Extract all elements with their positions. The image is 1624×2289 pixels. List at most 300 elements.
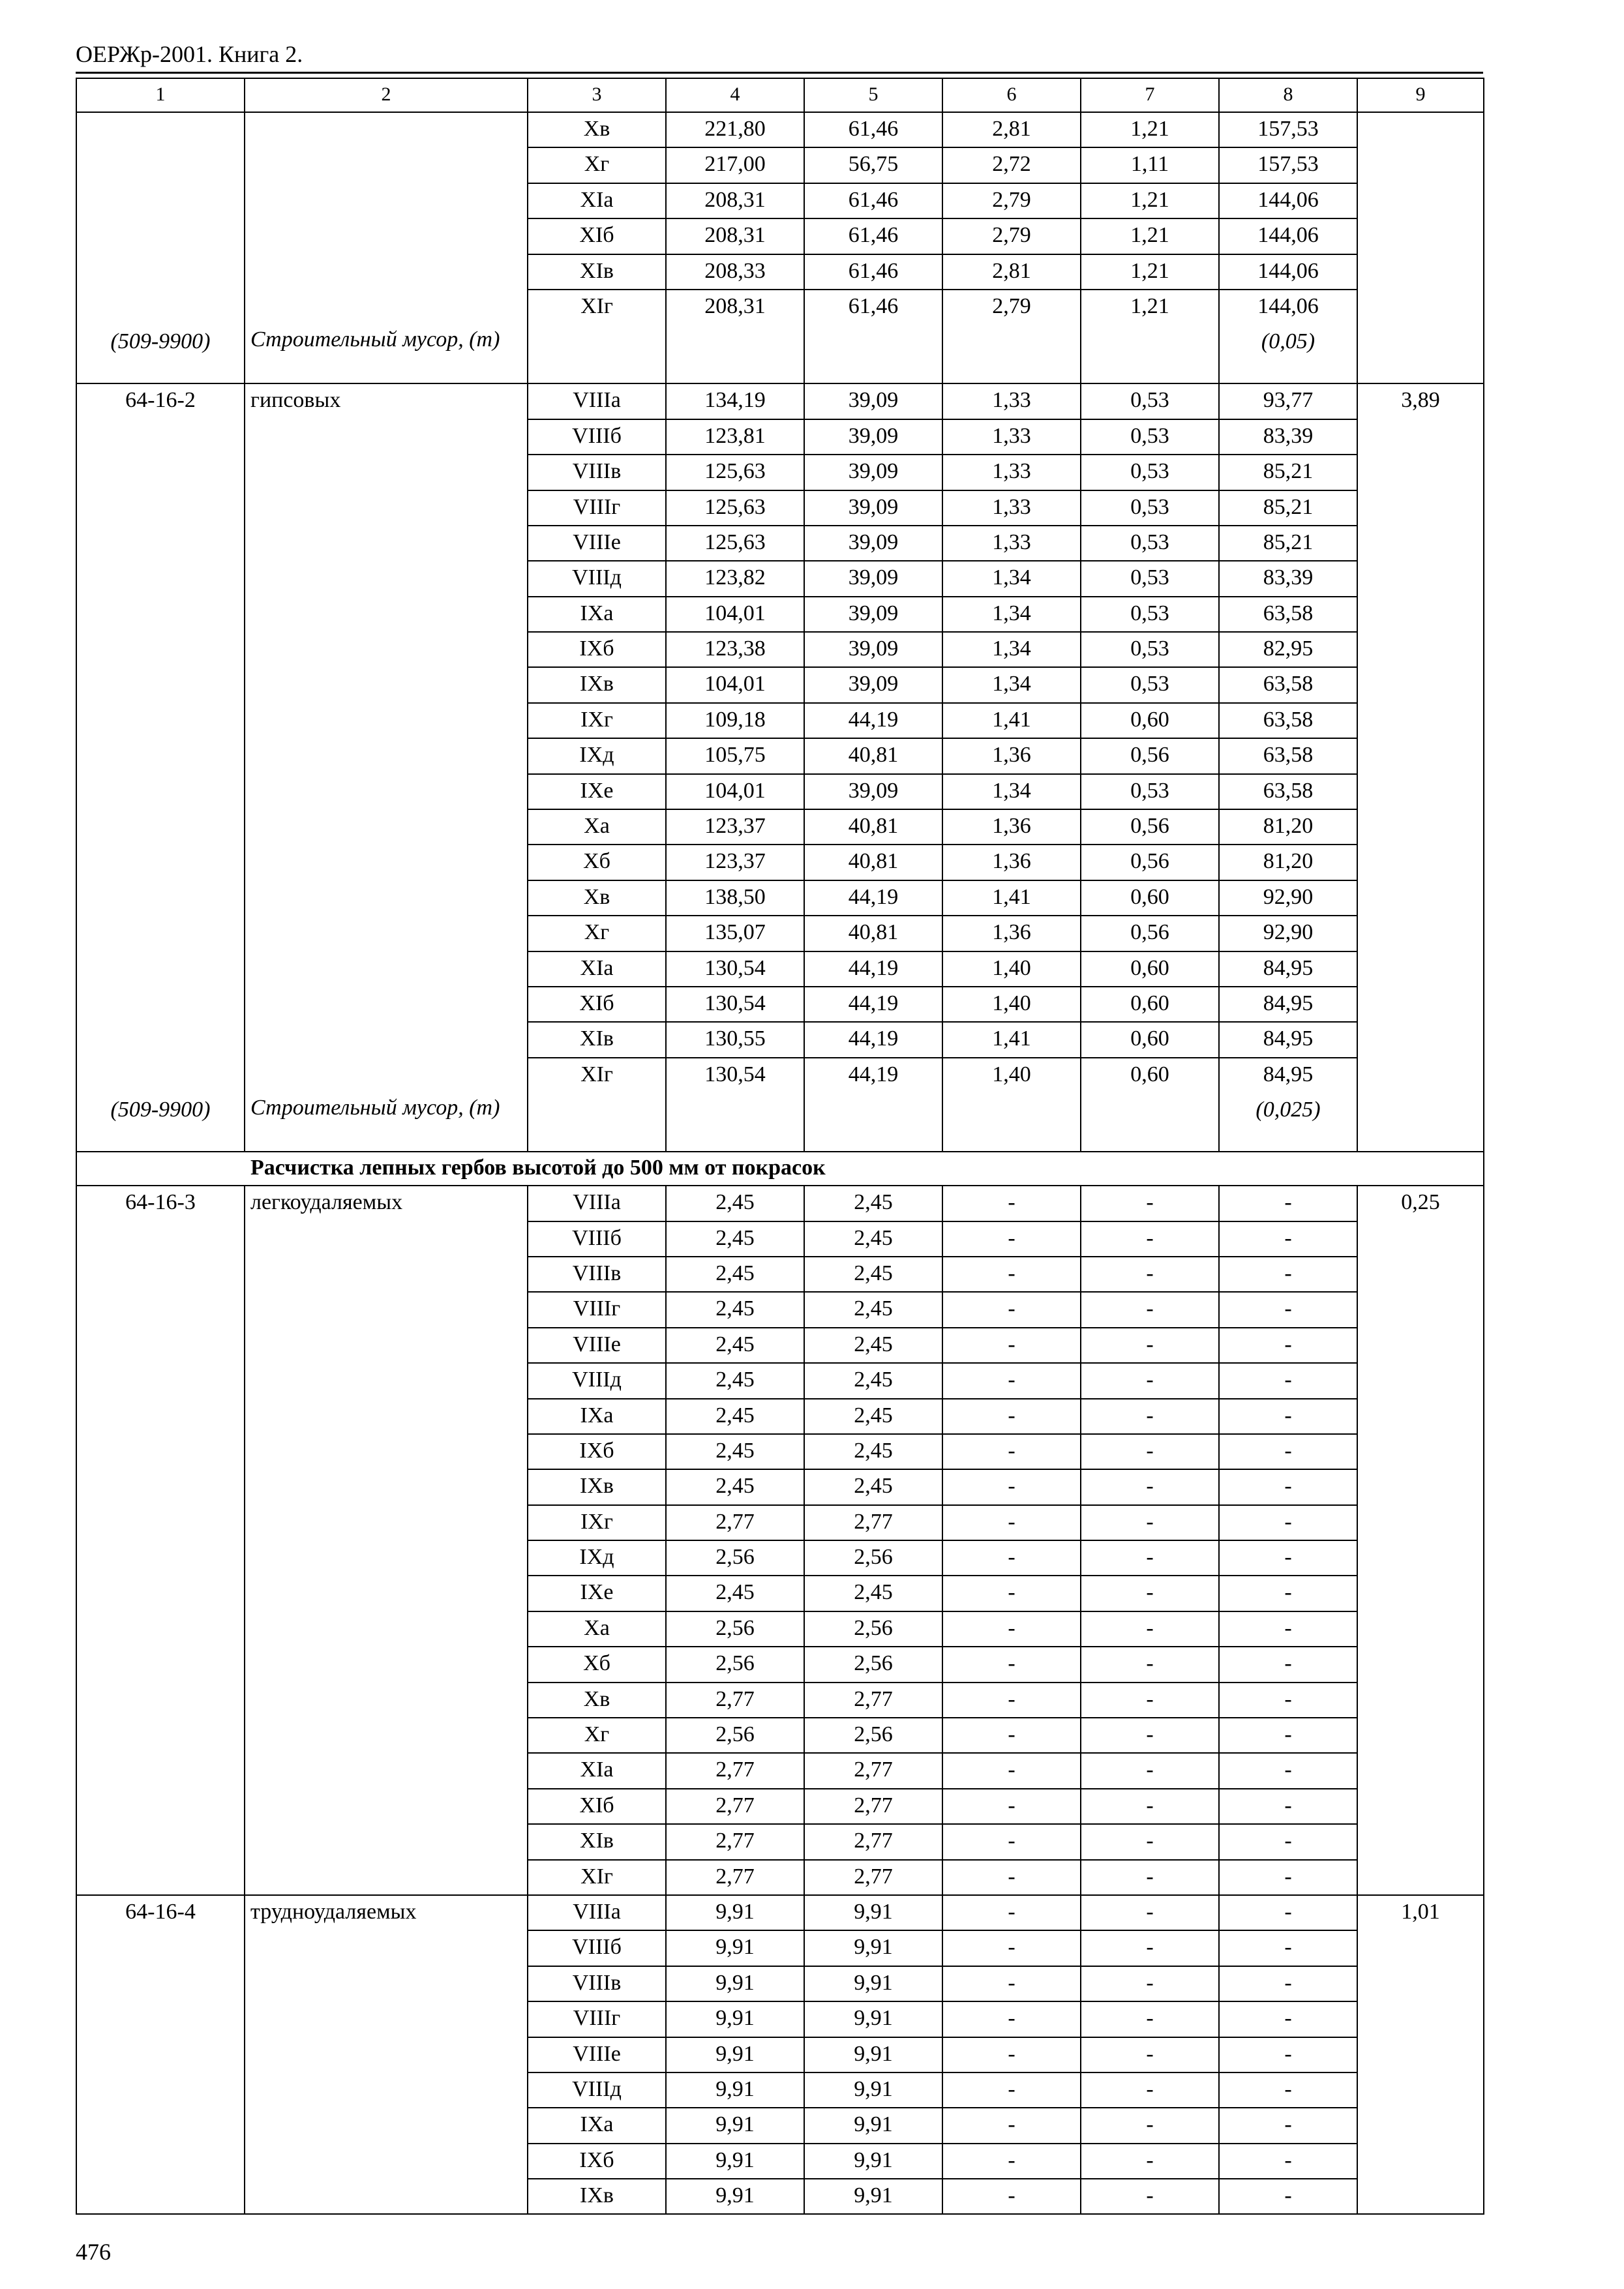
machines-cell: 1,33 <box>942 490 1081 526</box>
labor-cost-cell: 1,01 <box>1357 1895 1484 1930</box>
wages-cell: 44,19 <box>804 703 942 738</box>
wages-cell: 2,77 <box>804 1860 942 1895</box>
machinist-wages-cell: 0,53 <box>1081 419 1219 455</box>
machines-cell: 1,41 <box>942 703 1081 738</box>
region-zone-cell: Xв <box>528 1683 666 1718</box>
machines-cell: 1,33 <box>942 383 1081 419</box>
column-number-cell: 4 <box>666 78 804 112</box>
machinist-wages-cell: - <box>1081 1824 1219 1859</box>
empty-cell <box>804 324 942 383</box>
total-cost-cell: 2,77 <box>666 1789 804 1824</box>
work-name-cell <box>245 1292 528 1327</box>
labor-cost-cell <box>1357 490 1484 526</box>
work-name-cell <box>245 526 528 561</box>
materials-cell: - <box>1219 1683 1357 1718</box>
labor-cost-cell <box>1357 2001 1484 2037</box>
wages-cell: 39,09 <box>804 632 942 667</box>
machinist-wages-cell: 1,21 <box>1081 218 1219 254</box>
wages-cell: 2,77 <box>804 1683 942 1718</box>
rate-code-cell <box>76 667 245 702</box>
machinist-wages-cell: - <box>1081 1399 1219 1434</box>
labor-cost-cell <box>1357 1328 1484 1363</box>
table-row <box>76 1611 1484 1647</box>
region-zone-cell: Xб <box>528 845 666 880</box>
region-zone-cell: IXб <box>528 1434 666 1469</box>
rate-code-cell <box>76 597 245 632</box>
region-zone-cell: IXв <box>528 2179 666 2214</box>
table-row <box>76 738 1484 773</box>
work-name-cell <box>245 1824 528 1859</box>
empty-cell <box>1357 1092 1484 1152</box>
materials-cell: - <box>1219 1505 1357 1540</box>
work-name-cell <box>245 597 528 632</box>
labor-cost-cell <box>1357 1505 1484 1540</box>
machinist-wages-cell: 0,60 <box>1081 987 1219 1022</box>
wages-cell: 44,19 <box>804 880 942 916</box>
labor-cost-cell <box>1357 632 1484 667</box>
region-zone-cell: VIIIе <box>528 1328 666 1363</box>
labor-cost-cell <box>1357 1611 1484 1647</box>
region-zone-cell: IXб <box>528 632 666 667</box>
work-name-cell <box>245 667 528 702</box>
machines-cell: - <box>942 1363 1081 1398</box>
table-row <box>76 1753 1484 1788</box>
machinist-wages-cell: - <box>1081 1363 1219 1398</box>
region-zone-cell: VIIIб <box>528 1930 666 1966</box>
region-zone-cell: XIб <box>528 218 666 254</box>
labor-cost-cell <box>1357 1718 1484 1753</box>
machines-cell: - <box>942 1292 1081 1327</box>
total-cost-cell: 9,91 <box>666 1930 804 1966</box>
machinist-wages-cell: - <box>1081 1895 1219 1930</box>
wages-cell: 44,19 <box>804 1058 942 1092</box>
page-number: 476 <box>76 2239 111 2265</box>
machinist-wages-cell: 1,11 <box>1081 147 1219 183</box>
machines-cell: - <box>942 1469 1081 1504</box>
table-row <box>76 951 1484 987</box>
machinist-wages-cell: 0,53 <box>1081 667 1219 702</box>
table-row <box>76 1930 1484 1966</box>
rate-code-cell: 64-16-4 <box>76 1895 245 1930</box>
rate-code-cell <box>76 1292 245 1327</box>
materials-cell: - <box>1219 1434 1357 1469</box>
work-name-cell <box>245 1022 528 1057</box>
labor-cost-cell <box>1357 774 1484 809</box>
work-name-cell <box>245 845 528 880</box>
labor-cost-cell <box>1357 845 1484 880</box>
wages-cell: 39,09 <box>804 774 942 809</box>
machinist-wages-cell: - <box>1081 1186 1219 1221</box>
rate-code-cell <box>76 2144 245 2179</box>
labor-cost-cell <box>1357 667 1484 702</box>
table-row <box>76 1399 1484 1434</box>
materials-cell: - <box>1219 2072 1357 2108</box>
materials-cell: 93,77 <box>1219 383 1357 419</box>
rate-code-cell <box>76 1328 245 1363</box>
labor-cost-cell <box>1357 1022 1484 1057</box>
work-name-cell <box>245 1540 528 1576</box>
machinist-wages-cell: - <box>1081 2144 1219 2179</box>
region-zone-cell: VIIIб <box>528 419 666 455</box>
machines-cell: - <box>942 1860 1081 1895</box>
region-zone-cell: VIIIд <box>528 561 666 596</box>
region-zone-cell: IXв <box>528 1469 666 1504</box>
wages-cell: 9,91 <box>804 2179 942 2214</box>
wages-cell: 40,81 <box>804 916 942 951</box>
waste-value: (0,05) <box>1261 329 1316 354</box>
region-zone-cell: XIг <box>528 1058 666 1092</box>
table-row <box>76 1058 1484 1092</box>
total-cost-cell: 125,63 <box>666 490 804 526</box>
machines-cell: 1,34 <box>942 632 1081 667</box>
labor-cost-cell <box>1357 703 1484 738</box>
region-zone-cell: VIIIг <box>528 490 666 526</box>
total-cost-cell: 2,56 <box>666 1611 804 1647</box>
work-name-cell <box>245 2037 528 2072</box>
rate-code-cell <box>76 1647 245 1682</box>
machines-cell: 2,81 <box>942 254 1081 290</box>
total-cost-cell: 9,91 <box>666 2108 804 2143</box>
materials-cell: 84,95 <box>1219 1022 1357 1057</box>
machinist-wages-cell: 0,60 <box>1081 880 1219 916</box>
total-cost-cell: 123,81 <box>666 419 804 455</box>
work-name-cell <box>245 112 528 147</box>
rate-code-cell <box>76 112 245 147</box>
region-zone-cell: IXг <box>528 1505 666 1540</box>
wages-cell: 40,81 <box>804 738 942 773</box>
wages-cell: 40,81 <box>804 809 942 845</box>
machines-cell: 1,36 <box>942 845 1081 880</box>
machines-cell: - <box>942 1576 1081 1611</box>
materials-cell: 92,90 <box>1219 880 1357 916</box>
rate-code-cell <box>76 526 245 561</box>
materials-cell: 63,58 <box>1219 703 1357 738</box>
labor-cost-cell <box>1357 1930 1484 1966</box>
rate-code-cell <box>76 1540 245 1576</box>
work-name-cell <box>245 2144 528 2179</box>
work-name-cell <box>245 1753 528 1788</box>
materials-cell: 63,58 <box>1219 774 1357 809</box>
total-cost-cell: 2,77 <box>666 1824 804 1859</box>
machinist-wages-cell: 1,21 <box>1081 183 1219 218</box>
machines-cell: - <box>942 1505 1081 1540</box>
total-cost-cell: 123,37 <box>666 809 804 845</box>
materials-cell: 157,53 <box>1219 147 1357 183</box>
wages-cell: 61,46 <box>804 254 942 290</box>
labor-cost-cell <box>1357 951 1484 987</box>
materials-cell: - <box>1219 1718 1357 1753</box>
machinist-wages-cell: - <box>1081 1221 1219 1257</box>
materials-cell: - <box>1219 1824 1357 1859</box>
rate-code-cell <box>76 1789 245 1824</box>
work-name-cell <box>245 254 528 290</box>
total-cost-cell: 105,75 <box>666 738 804 773</box>
labor-cost-cell <box>1357 1399 1484 1434</box>
region-zone-cell: IXа <box>528 1399 666 1434</box>
table-row <box>76 2001 1484 2037</box>
rate-code-cell <box>76 809 245 845</box>
total-cost-cell: 9,91 <box>666 1895 804 1930</box>
labor-cost-cell <box>1357 1434 1484 1469</box>
work-name-cell <box>245 419 528 455</box>
work-name-cell <box>245 1328 528 1363</box>
labor-cost-cell <box>1357 809 1484 845</box>
machines-cell: 1,34 <box>942 667 1081 702</box>
total-cost-cell: 130,55 <box>666 1022 804 1057</box>
rate-code-cell <box>76 1611 245 1647</box>
rate-code-cell <box>76 1434 245 1469</box>
materials-cell: - <box>1219 1469 1357 1504</box>
table-row <box>76 809 1484 845</box>
wages-cell: 2,45 <box>804 1576 942 1611</box>
total-cost-cell: 2,77 <box>666 1860 804 1895</box>
rate-code-cell <box>76 774 245 809</box>
machinist-wages-cell: - <box>1081 2037 1219 2072</box>
machinist-wages-cell: 0,56 <box>1081 916 1219 951</box>
total-cost-cell: 123,38 <box>666 632 804 667</box>
rate-code-cell <box>76 738 245 773</box>
machines-cell: 1,33 <box>942 455 1081 490</box>
wages-cell: 44,19 <box>804 1022 942 1057</box>
table-row <box>76 2108 1484 2143</box>
materials-cell: - <box>1219 1292 1357 1327</box>
total-cost-cell: 2,45 <box>666 1434 804 1469</box>
machines-cell: 1,33 <box>942 526 1081 561</box>
table-row <box>76 526 1484 561</box>
machines-cell: 2,72 <box>942 147 1081 183</box>
table-row <box>76 455 1484 490</box>
wages-cell: 61,46 <box>804 183 942 218</box>
waste-label: Строительный мусор, (т) <box>250 1096 500 1120</box>
total-cost-cell: 2,77 <box>666 1753 804 1788</box>
machinist-wages-cell: - <box>1081 2179 1219 2214</box>
wages-cell: 39,09 <box>804 526 942 561</box>
wages-cell: 44,19 <box>804 951 942 987</box>
wages-cell: 61,46 <box>804 290 942 324</box>
wages-cell: 2,56 <box>804 1540 942 1576</box>
labor-cost-cell <box>1357 916 1484 951</box>
machines-cell: 1,40 <box>942 951 1081 987</box>
region-zone-cell: Xг <box>528 147 666 183</box>
machines-cell: - <box>942 1789 1081 1824</box>
machinist-wages-cell: - <box>1081 1647 1219 1682</box>
region-zone-cell: IXе <box>528 1576 666 1611</box>
wages-cell: 9,91 <box>804 2037 942 2072</box>
labor-cost-cell: 0,25 <box>1357 1186 1484 1221</box>
table-row <box>76 845 1484 880</box>
labor-cost-cell <box>1357 526 1484 561</box>
total-cost-cell: 123,82 <box>666 561 804 596</box>
total-cost-cell: 104,01 <box>666 597 804 632</box>
waste-label-cell <box>245 324 528 383</box>
machines-cell: - <box>942 1683 1081 1718</box>
wages-cell: 9,91 <box>804 2001 942 2037</box>
machinist-wages-cell: 1,21 <box>1081 254 1219 290</box>
empty-cell <box>1081 1092 1219 1152</box>
table-row <box>76 1895 1484 1930</box>
machines-cell: 1,34 <box>942 561 1081 596</box>
total-cost-cell: 2,56 <box>666 1718 804 1753</box>
rate-code-cell <box>76 1058 245 1092</box>
header-rule <box>76 72 1483 74</box>
work-name-cell <box>245 1611 528 1647</box>
region-zone-cell: Xв <box>528 880 666 916</box>
wages-cell: 9,91 <box>804 2108 942 2143</box>
machinist-wages-cell: 0,60 <box>1081 1058 1219 1092</box>
region-zone-cell: VIIIд <box>528 1363 666 1398</box>
materials-cell: - <box>1219 1363 1357 1398</box>
wages-cell: 2,45 <box>804 1363 942 1398</box>
work-name-cell <box>245 1789 528 1824</box>
materials-cell: - <box>1219 1789 1357 1824</box>
region-zone-cell: IXд <box>528 738 666 773</box>
work-name-cell <box>245 290 528 324</box>
labor-cost-cell <box>1357 1540 1484 1576</box>
rate-code-cell <box>76 419 245 455</box>
machinist-wages-cell: - <box>1081 1966 1219 2001</box>
waste-value-cell <box>1219 1092 1357 1152</box>
machines-cell: - <box>942 1930 1081 1966</box>
work-name-cell <box>245 218 528 254</box>
total-cost-cell: 208,31 <box>666 183 804 218</box>
work-name-cell <box>245 1257 528 1292</box>
labor-cost-cell <box>1357 561 1484 596</box>
region-zone-cell: VIIIе <box>528 526 666 561</box>
materials-cell: - <box>1219 1753 1357 1788</box>
machinist-wages-cell: 0,56 <box>1081 809 1219 845</box>
region-zone-cell: Xв <box>528 112 666 147</box>
wages-cell: 40,81 <box>804 845 942 880</box>
total-cost-cell: 2,56 <box>666 1647 804 1682</box>
materials-cell: 82,95 <box>1219 632 1357 667</box>
region-zone-cell: XIб <box>528 1789 666 1824</box>
table-row <box>76 1363 1484 1398</box>
rate-code-cell <box>76 254 245 290</box>
machinist-wages-cell: - <box>1081 1753 1219 1788</box>
total-cost-cell: 135,07 <box>666 916 804 951</box>
materials-cell: 63,58 <box>1219 738 1357 773</box>
rate-code-cell <box>76 1860 245 1895</box>
region-zone-cell: VIIIд <box>528 2072 666 2108</box>
wages-cell: 2,77 <box>804 1753 942 1788</box>
machinist-wages-cell: 0,53 <box>1081 383 1219 419</box>
table-row <box>76 1683 1484 1718</box>
machinist-wages-cell: 0,60 <box>1081 703 1219 738</box>
materials-cell: 63,58 <box>1219 667 1357 702</box>
machinist-wages-cell: - <box>1081 1469 1219 1504</box>
rate-code-cell <box>76 1505 245 1540</box>
total-cost-cell: 221,80 <box>666 112 804 147</box>
materials-cell: - <box>1219 1186 1357 1221</box>
materials-cell: 144,06 <box>1219 183 1357 218</box>
machines-cell: 1,41 <box>942 1022 1081 1057</box>
machines-cell: 2,81 <box>942 112 1081 147</box>
rate-code-cell <box>76 1824 245 1859</box>
wages-cell: 61,46 <box>804 112 942 147</box>
rate-code-cell <box>76 703 245 738</box>
total-cost-cell: 9,91 <box>666 2179 804 2214</box>
total-cost-cell: 2,45 <box>666 1257 804 1292</box>
table-row <box>76 2072 1484 2108</box>
materials-cell: - <box>1219 1611 1357 1647</box>
wages-cell: 2,45 <box>804 1257 942 1292</box>
machinist-wages-cell: 0,53 <box>1081 561 1219 596</box>
total-cost-cell: 9,91 <box>666 2144 804 2179</box>
region-zone-cell: XIв <box>528 254 666 290</box>
machinist-wages-cell: - <box>1081 1718 1219 1753</box>
region-zone-cell: Xг <box>528 1718 666 1753</box>
region-zone-cell: Xб <box>528 1647 666 1682</box>
table-row <box>76 147 1484 183</box>
region-zone-cell: IXг <box>528 703 666 738</box>
materials-cell: - <box>1219 1257 1357 1292</box>
machinist-wages-cell: 0,56 <box>1081 845 1219 880</box>
table-row <box>76 1022 1484 1057</box>
machines-cell: 1,41 <box>942 880 1081 916</box>
labor-cost-cell <box>1357 738 1484 773</box>
rate-code-cell <box>76 1363 245 1398</box>
materials-cell: - <box>1219 1399 1357 1434</box>
labor-cost-cell <box>1357 1753 1484 1788</box>
region-zone-cell: VIIIв <box>528 1966 666 2001</box>
total-cost-cell: 138,50 <box>666 880 804 916</box>
table-row <box>76 490 1484 526</box>
column-number-cell: 3 <box>528 78 666 112</box>
region-zone-cell: VIIIе <box>528 2037 666 2072</box>
table-row <box>76 218 1484 254</box>
labor-cost-cell <box>1357 880 1484 916</box>
work-name-cell <box>245 809 528 845</box>
total-cost-cell: 125,63 <box>666 526 804 561</box>
region-zone-cell: IXд <box>528 1540 666 1576</box>
column-number-row <box>76 78 1484 112</box>
machines-cell: - <box>942 2179 1081 2214</box>
work-name-cell: трудноудаляемых <box>245 1895 528 1930</box>
labor-cost-cell <box>1357 419 1484 455</box>
labor-cost-cell <box>1357 254 1484 290</box>
rate-code-cell <box>76 455 245 490</box>
total-cost-cell: 130,54 <box>666 987 804 1022</box>
empty-cell <box>528 324 666 383</box>
work-name-cell <box>245 561 528 596</box>
machines-cell: - <box>942 1434 1081 1469</box>
machinist-wages-cell: 0,53 <box>1081 455 1219 490</box>
rate-code-cell <box>76 1022 245 1057</box>
machines-cell: - <box>942 1753 1081 1788</box>
total-cost-cell: 2,45 <box>666 1221 804 1257</box>
work-name-cell <box>245 632 528 667</box>
region-zone-cell: XIв <box>528 1824 666 1859</box>
work-name-cell <box>245 2179 528 2214</box>
table-row <box>76 880 1484 916</box>
region-zone-cell: XIб <box>528 987 666 1022</box>
labor-cost-cell <box>1357 1469 1484 1504</box>
labor-cost-cell <box>1357 2108 1484 2143</box>
wages-cell: 2,45 <box>804 1434 942 1469</box>
table-row <box>76 1434 1484 1469</box>
column-number-cell: 2 <box>245 78 528 112</box>
materials-cell: 81,20 <box>1219 809 1357 845</box>
labor-cost-cell <box>1357 112 1484 147</box>
machinist-wages-cell: - <box>1081 2108 1219 2143</box>
region-zone-cell: Xг <box>528 916 666 951</box>
labor-cost-cell <box>1357 147 1484 183</box>
table-row <box>76 2144 1484 2179</box>
materials-cell: - <box>1219 1576 1357 1611</box>
region-zone-cell: IXв <box>528 667 666 702</box>
work-name-cell <box>245 2108 528 2143</box>
empty-cell <box>942 324 1081 383</box>
